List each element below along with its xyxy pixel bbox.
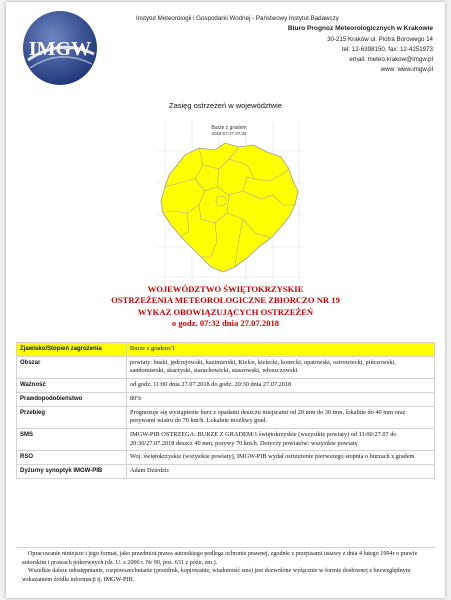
row-key: Ważność <box>17 379 127 393</box>
office-address: 30-215 Kraków ul. Piotra Borowego 14 <box>327 35 433 43</box>
table-row <box>17 465 435 479</box>
row-value: Woj. świętokrzyskie (wszystkie powiaty), IMGW-PIB wydał ostrzeżenie pierwszego stopnia o burzach z gradem <box>127 451 435 465</box>
title-line-3: WYKAZ OBOWIĄZUJĄCYCH OSTRZEŻEŃ <box>137 306 314 317</box>
copyright-paragraph-2: Wszelkie dalsze udostępnianie, rozpowszechnianie (przedruk, kopiowanie, wiadomość sms) jest dozwolone wyłącznie w formie dosłownej z bezwzględnym wskazaniem źródła informacji tj. IMGW-PIB. <box>22 568 411 584</box>
row-key: Przebieg <box>17 406 127 428</box>
map-timestamp: 2018-07-27 07:32 <box>211 131 247 136</box>
row-value: Burze z gradem/1 <box>127 343 435 357</box>
title-line-2: OSTRZEŻENIA METEOROLOGICZNE ZBIORCZO NR 19 <box>111 295 340 306</box>
table-row <box>17 343 435 357</box>
row-key: RSO <box>17 451 127 465</box>
map-subtitle: Burze z gradem <box>211 125 247 131</box>
imgw-logo <box>20 8 100 88</box>
row-value: powiaty: buski, jędrzejowski, kazimierski, Kielce, kielecki, konecki, opatowski, ostrowiecki, pińczowski, sandomierski, skarżyski, starachowicki, staszowski, włoszczowski <box>127 356 435 378</box>
copyright-paragraph-1: Opracowanie niniejsze i jego format, jako przedmiot prawa autorskiego podlega ochronie prawnej, zgodnie z przepisami ustawy z dnia 4 lutego 1994r o prawie autorskim i prawach pokrewnych (dz. U. z 2006 r. Nr 90, poz. 631 z późn. zm.). <box>22 551 418 566</box>
row-value: Prognozuje się wystąpienie burz z opadami deszczu miejscami od 20 mm do 30 mm, lokalnie do 40 mm oraz porywami wiatru do 70 km/h. Lokalnie możliwy grad. <box>127 406 435 428</box>
row-value: od godz. 11:00 dnia 27.07.2018 do godz. 20:30 dnia 27.07.2018 <box>127 379 435 393</box>
title-line-4: o godz. 07:32 dnia 27.07.2018 <box>171 318 280 329</box>
warning-title <box>6 284 445 330</box>
logo-text: IMGW <box>28 38 92 60</box>
office-email[interactable]: email: meteo.krakow@imgw.pl <box>349 56 433 64</box>
row-value: IMGW-PIB OSTRZEGA: BURZE Z GRADEM/1 świętokrzyskie (wszystkie powiaty) od 11:00/27.07 do 20:30/27.07.2018 deszcz 40 mm, porywy 70 km/h. Dotyczy powiatów: wszystkie powiaty. <box>127 428 435 450</box>
institute-header <box>133 14 433 76</box>
row-value: Adam Dziedzic <box>127 465 435 479</box>
copyright-footer <box>16 547 435 587</box>
warning-table <box>16 342 435 479</box>
row-key: Zjawisko/Stopień zagrożenia <box>17 343 127 357</box>
row-value: 80% <box>127 392 435 406</box>
institute-name: Instytut Meteorologii i Gospodarki Wodnej - Państwowy Instytut Badawczy <box>136 15 339 22</box>
table-row <box>17 356 435 378</box>
table-row <box>17 406 435 428</box>
table-row <box>17 392 435 406</box>
warning-map <box>155 121 303 281</box>
row-key: Dyżurny synoptyk IMGW-PIB <box>17 465 127 479</box>
map-title: Zasięg ostrzeżeń w województwie <box>169 101 282 110</box>
table-row <box>17 428 435 450</box>
row-key: Prawdopodobieństwo <box>17 392 127 406</box>
office-phone: tel: 12-6398150, fax: 12-4251973 <box>341 45 433 53</box>
office-name: Biuro Prognoz Meteorologicznych w Krakowie <box>287 25 433 33</box>
row-key: Obszar <box>17 356 127 378</box>
table-row <box>17 379 435 393</box>
row-key: SMS <box>17 428 127 450</box>
warning-document <box>6 2 445 598</box>
office-www[interactable]: www: www.imgw.pl <box>380 66 433 74</box>
title-line-1: WOJEWÓDZTWO ŚWIĘTOKRZYSKIE <box>147 284 304 294</box>
table-row <box>17 451 435 465</box>
